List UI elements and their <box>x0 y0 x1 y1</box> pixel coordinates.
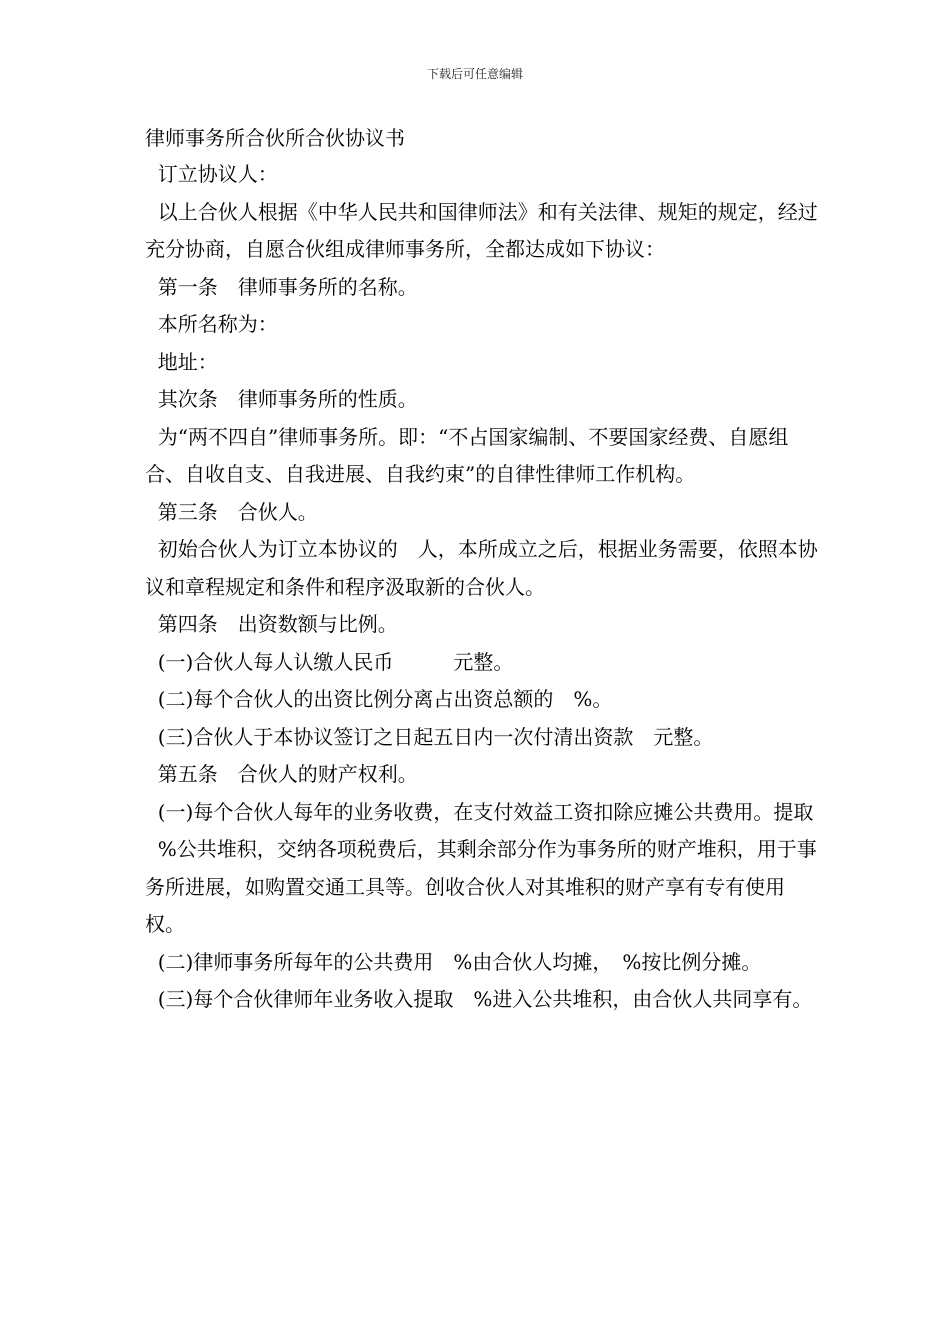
article-3-heading: 第三条 合伙人。 <box>145 499 318 524</box>
clause-4-1: (一)合伙人每人认缴人民币 元整。 <box>145 649 514 674</box>
document-title: 律师事务所合伙所合伙协议书 <box>145 126 405 150</box>
document-body <box>145 120 820 1019</box>
clause-4-3: (三)合伙人于本协议签订之日起五日内一次付清出资款 元整。 <box>145 724 714 749</box>
paragraph-partners: 初始合伙人为订立本协议的 人，本所成立之后，根据业务需要，依照本协议和章程规定和条件和程序汲取新的合伙人。 <box>145 537 818 599</box>
article-4-heading: 第四条 出资数额与比例。 <box>145 612 398 636</box>
article-1-heading: 第一条 律师事务所的名称。 <box>145 274 418 299</box>
paragraph-signatories: 订立协议人： <box>145 162 278 186</box>
clause-4-2: (二)每个合伙人的出资比例分离占出资总额的 %。 <box>145 687 613 711</box>
page-header: 下载后可任意编辑 <box>426 67 523 81</box>
paragraph-firm-name: 本所名称为： <box>145 312 278 336</box>
clause-5-1: (一)每个合伙人每年的业务收费，在支付效益工资扣除应摊公共费用。提取 <box>145 799 814 824</box>
paragraph-preamble: 以上合伙人根据《中华人民共和国律师法》和有关法律、规矩的规定，经过充分协商，自愿合伙组成律师事务所，全都达成如下协议： <box>145 199 818 261</box>
clause-5-3: (三)每个合伙律师年业务收入提取 %进入公共堆积，由合伙人共同享有。 <box>145 987 813 1011</box>
clause-5-2: (二)律师事务所每年的公共费用 %由合伙人均摊， %按比例分摊。 <box>145 949 762 974</box>
article-5-heading: 第五条 合伙人的财产权利。 <box>145 762 418 786</box>
clause-5-1-continued: %公共堆积，交纳各项税费后，其剩余部分作为事务所的财产堆积，用于事务所进展，如购置交通工具等。创收合伙人对其堆积的财产享有专有使用权。 <box>145 837 817 936</box>
paragraph-nature: 为“两不四自”律师事务所。即：“不占国家编制、不要国家经费、自愿组合、自收自支、自我进展、自我约束”的自律性律师工作机构。 <box>145 424 789 486</box>
paragraph-address: 地址： <box>145 349 218 374</box>
article-2-heading: 其次条 律师事务所的性质。 <box>145 387 418 411</box>
